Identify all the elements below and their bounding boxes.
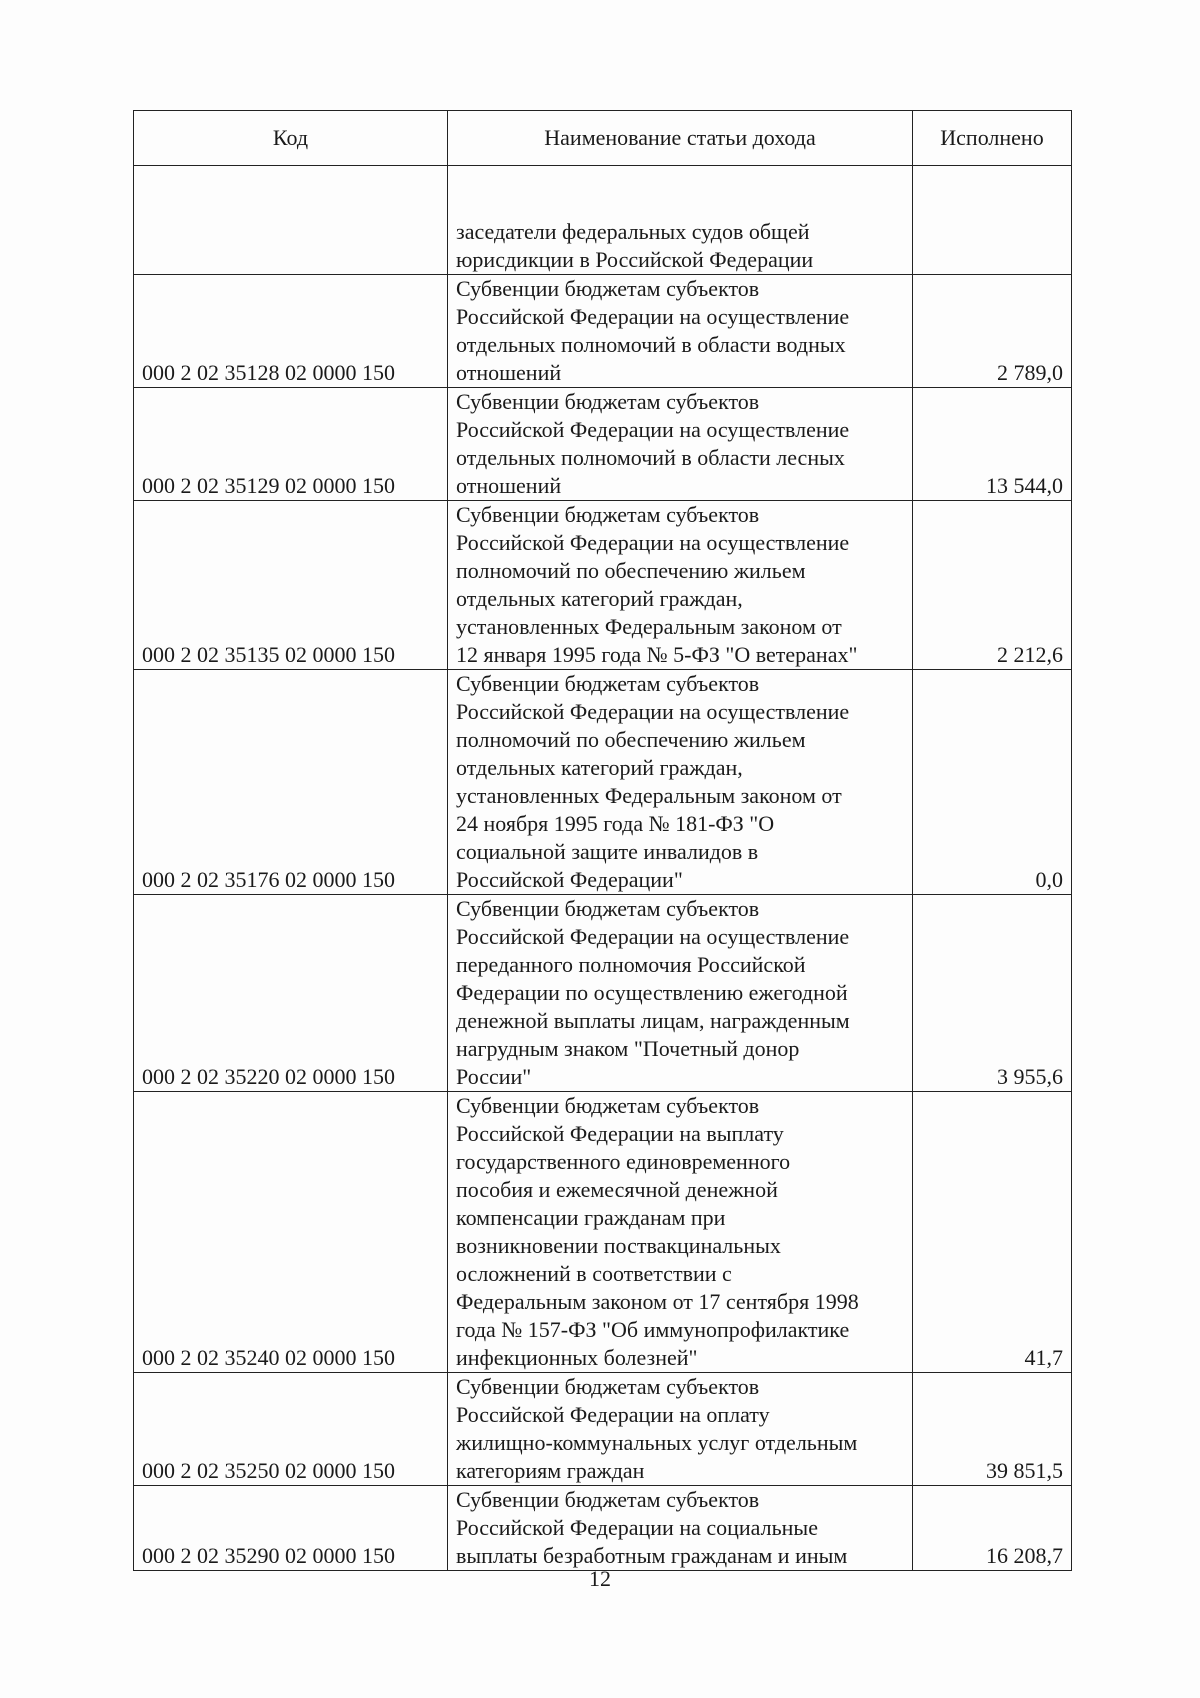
row-name-line: полномочий по обеспечению жильем — [456, 727, 806, 752]
row-name-line: 12 января 1995 года № 5-ФЗ "О ветеранах" — [456, 642, 858, 667]
row-amount: 39 851,5 — [913, 1373, 1072, 1486]
row-name-line: отношений — [456, 360, 562, 385]
row-name-line: Субвенции бюджетам субъектов — [456, 389, 760, 414]
row-name-line: денежной выплаты лицам, награжденным — [456, 1008, 850, 1033]
row-amount: 16 208,7 — [913, 1486, 1072, 1571]
row-code: 000 2 02 35129 02 0000 150 — [134, 388, 448, 501]
table-header-row — [134, 111, 1072, 166]
table-row — [134, 895, 1072, 1092]
row-amount: 2 789,0 — [913, 275, 1072, 388]
header-name: Наименование статьи дохода — [448, 111, 913, 166]
row-name-line: отдельных полномочий в области водных — [456, 332, 846, 357]
table-body — [134, 166, 1072, 1571]
row-name-line: 24 ноября 1995 года № 181-ФЗ "О — [456, 811, 775, 836]
row-name-line: Субвенции бюджетам субъектов — [456, 896, 760, 921]
row-amount: 3 955,6 — [913, 895, 1072, 1092]
row-name-line: Российской Федерации на осуществление — [456, 924, 850, 949]
header-amount: Исполнено — [913, 111, 1072, 166]
row-code: 000 2 02 35250 02 0000 150 — [134, 1373, 448, 1486]
row-name — [448, 275, 913, 388]
row-name — [448, 501, 913, 670]
row-name-line: категориям граждан — [456, 1458, 645, 1483]
page-number: 12 — [589, 1566, 611, 1591]
header-code: Код — [134, 111, 448, 166]
row-name-line: Субвенции бюджетам субъектов — [456, 502, 760, 527]
row-code: 000 2 02 35135 02 0000 150 — [134, 501, 448, 670]
row-name-line: заседатели федеральных судов общей — [456, 219, 810, 244]
row-name-line: пособия и ежемесячной денежной — [456, 1177, 778, 1202]
table-row — [134, 1373, 1072, 1486]
row-name-line: Российской Федерации на социальные — [456, 1515, 818, 1540]
row-name-line: России" — [456, 1064, 532, 1089]
row-amount — [913, 166, 1072, 275]
row-name-line: Российской Федерации на осуществление — [456, 417, 850, 442]
row-name-line: отдельных полномочий в области лесных — [456, 445, 845, 470]
table-row — [134, 1092, 1072, 1373]
row-name — [448, 1486, 913, 1571]
row-name-line: Российской Федерации на осуществление — [456, 304, 850, 329]
row-name-line: компенсации гражданам при — [456, 1205, 726, 1230]
row-name-line: установленных Федеральным законом от — [456, 783, 842, 808]
table-row — [134, 166, 1072, 275]
table-row — [134, 388, 1072, 501]
table-row — [134, 1486, 1072, 1571]
row-name-line: государственного единовременного — [456, 1149, 791, 1174]
row-name — [448, 670, 913, 895]
row-name-line: социальной защите инвалидов в — [456, 839, 759, 864]
row-name-line: переданного полномочия Российской — [456, 952, 806, 977]
table-row — [134, 275, 1072, 388]
row-name-line: нагрудным знаком "Почетный донор — [456, 1036, 800, 1061]
row-code — [134, 166, 448, 275]
row-name-line: установленных Федеральным законом от — [456, 614, 842, 639]
row-code: 000 2 02 35220 02 0000 150 — [134, 895, 448, 1092]
row-code: 000 2 02 35128 02 0000 150 — [134, 275, 448, 388]
row-name-line: Российской Федерации на оплату — [456, 1402, 770, 1427]
row-name — [448, 895, 913, 1092]
table-row — [134, 670, 1072, 895]
row-name-line: Субвенции бюджетам субъектов — [456, 276, 760, 301]
row-name-line: Российской Федерации на осуществление — [456, 699, 850, 724]
row-name-line: отдельных категорий граждан, — [456, 755, 743, 780]
row-name-line: Российской Федерации на выплату — [456, 1121, 784, 1146]
row-code: 000 2 02 35240 02 0000 150 — [134, 1092, 448, 1373]
row-name-line: жилищно-коммунальных услуг отдельным — [456, 1430, 858, 1455]
row-name — [448, 1373, 913, 1486]
row-name-line: отношений — [456, 473, 562, 498]
row-name-line: Российской Федерации на осуществление — [456, 530, 850, 555]
row-name-line: года № 157-ФЗ "Об иммунопрофилактике — [456, 1317, 850, 1342]
row-name-line: Субвенции бюджетам субъектов — [456, 1374, 760, 1399]
row-name — [448, 1092, 913, 1373]
row-name-line: осложнений в соответствии с — [456, 1261, 732, 1286]
row-name-line: Субвенции бюджетам субъектов — [456, 1093, 760, 1118]
row-name-line: Федеральным законом от 17 сентября 1998 — [456, 1289, 859, 1314]
row-name-line: выплаты безработным гражданам и иным — [456, 1543, 848, 1568]
row-amount: 41,7 — [913, 1092, 1072, 1373]
row-name-line: полномочий по обеспечению жильем — [456, 558, 806, 583]
row-name — [448, 166, 913, 275]
row-name-line: Субвенции бюджетам субъектов — [456, 1487, 760, 1512]
row-name-line: юрисдикции в Российской Федерации — [456, 247, 814, 272]
row-amount: 13 544,0 — [913, 388, 1072, 501]
row-amount: 2 212,6 — [913, 501, 1072, 670]
row-name-line: Субвенции бюджетам субъектов — [456, 671, 760, 696]
row-code: 000 2 02 35290 02 0000 150 — [134, 1486, 448, 1571]
row-code: 000 2 02 35176 02 0000 150 — [134, 670, 448, 895]
row-name-line: отдельных категорий граждан, — [456, 586, 743, 611]
row-name-line: Федерации по осуществлению ежегодной — [456, 980, 848, 1005]
row-amount: 0,0 — [913, 670, 1072, 895]
row-name-line: Российской Федерации" — [456, 867, 683, 892]
row-name-line: возникновении поствакцинальных — [456, 1233, 781, 1258]
row-name — [448, 388, 913, 501]
row-name-line: инфекционных болезней" — [456, 1345, 698, 1370]
revenue-table — [133, 110, 1072, 1571]
table-row — [134, 501, 1072, 670]
